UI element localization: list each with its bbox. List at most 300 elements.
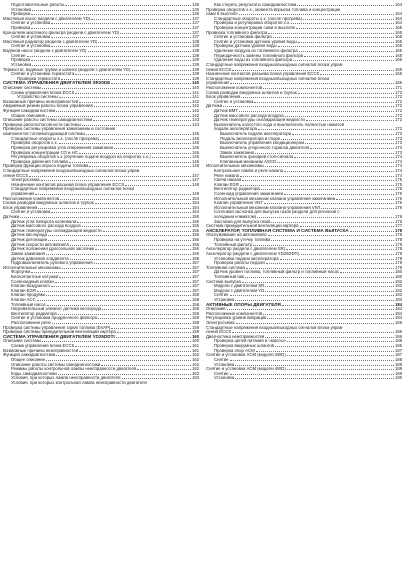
toc-page-number: 165 [395, 67, 402, 72]
toc-page-number: 179 [395, 265, 402, 270]
toc-entry-title: Датчик массового расхода воздуха [11, 224, 81, 229]
toc-page-number: 139 [192, 62, 199, 67]
toc-page-number: 142 [192, 113, 199, 118]
toc-page-number: 172 [395, 104, 402, 109]
toc-page-number: 159 [192, 325, 199, 330]
toc-dot-leader [32, 10, 191, 11]
toc-page-number: 164 [395, 21, 402, 26]
toc-dot-leader [263, 88, 394, 89]
toc-entry-title: Выключатель упорочного тормоза двигателя [220, 145, 310, 150]
toc-entry-title: Проверка концентрации СО и НС [11, 150, 78, 155]
toc-dot-leader [37, 300, 191, 301]
toc-dot-leader [132, 70, 192, 71]
toc-dot-leader [277, 162, 394, 163]
toc-dot-leader [98, 318, 191, 319]
toc-page-number: 174 [395, 155, 402, 160]
toc-entry-title: Регулировка уровня вибрации [206, 316, 267, 321]
toc-dot-leader [35, 194, 191, 195]
toc-page-number: 172 [395, 127, 402, 132]
toc-page-number: 155 [192, 228, 199, 233]
toc-dot-leader [51, 286, 191, 287]
toc-dot-leader [230, 83, 394, 84]
toc-page-number: 190 [395, 376, 402, 381]
toc-dot-leader [264, 203, 394, 204]
toc-entry-title: Снятие и установка продувочного фильтра [11, 316, 97, 321]
toc-dot-leader [152, 157, 192, 158]
toc-page-number: 139 [192, 67, 199, 72]
toc-entry-title: Расположение компонентов [206, 85, 263, 90]
toc-dot-leader [38, 208, 191, 209]
toc-page-number: 154 [192, 201, 199, 206]
toc-dot-leader [86, 134, 191, 135]
toc-dot-leader [239, 14, 394, 15]
toc-page-number: 157 [192, 265, 199, 270]
toc-dot-leader [265, 286, 394, 287]
toc-entry-title: Бесконтактные катушки [11, 274, 59, 279]
toc-dot-leader [294, 157, 394, 158]
toc-page-number: 158 [192, 307, 199, 312]
toc-page-number: 174 [395, 164, 402, 169]
toc-entry-title: Исполнительный механизм клапана управления зажиганием [214, 196, 336, 201]
toc-dot-leader [70, 259, 192, 260]
toc-entry-title: Исполнительный механизм клапана управления VNT [214, 205, 321, 210]
toc-page-number: 165 [395, 26, 402, 31]
toc-page-number: 173 [395, 132, 402, 137]
toc-dot-leader [280, 259, 395, 260]
toc-entry-title: АКСЕЛЕРАТОР, ТОПЛИВНАЯ СИСТЕМА И СИСТЕМА ВЫПУСКА [206, 228, 349, 233]
toc-page-number: 186 [395, 339, 402, 344]
toc-dot-leader [240, 185, 394, 186]
toc-page-number: 172 [395, 118, 402, 123]
toc-page-number: 156 [192, 247, 199, 252]
toc-entry-title: Снятие и установка [11, 210, 51, 215]
toc-entry-title: Выключатель холостого хода и выключатель полностью нажатой [214, 122, 344, 127]
toc-dot-leader [268, 33, 394, 34]
toc-page-number: 171 [395, 85, 402, 90]
toc-entry-title: Датчик температуры охлаждающей жидкости [11, 228, 102, 233]
toc-entry-title: Снятие и установка фильтра [214, 35, 272, 40]
toc-dot-leader [47, 305, 191, 306]
toc-page-number: 161 [192, 344, 199, 349]
toc-entry-title: Подготовительные работы [11, 3, 65, 7]
toc-entry-title: Датчик кислорода [11, 233, 47, 238]
toc-entry-title: Проверка системы управления зажиганием и состояния [3, 127, 116, 132]
toc-page-number: 138 [192, 44, 199, 49]
toc-dot-leader [120, 33, 191, 34]
toc-entry-title: Заслонка для выпуска газов [214, 219, 271, 224]
toc-dot-leader [75, 346, 191, 347]
toc-page-number: 182 [395, 279, 402, 284]
toc-entry-title: педали акселератора [214, 127, 258, 132]
toc-page-number: 166 [395, 81, 402, 86]
toc-entry-title: Снятие и установка термостата [11, 72, 75, 77]
toc-entry-title: Установка [11, 62, 32, 67]
toc-page-number: 159 [192, 330, 199, 335]
toc-entry-title: управления [11, 191, 35, 196]
toc-entry-title: Датчики [206, 104, 223, 109]
toc-dot-leader [285, 116, 395, 117]
toc-dot-leader [29, 176, 191, 177]
toc-dot-leader [88, 51, 192, 52]
toc-entry [3, 381, 199, 386]
toc-dot-leader [299, 51, 395, 52]
toc-entry-title: Проверка давления топлива [11, 159, 68, 164]
toc-entry-title: ления ECCS [3, 173, 29, 178]
toc-dot-leader [301, 254, 395, 255]
toc-dot-leader [265, 166, 395, 167]
toc-page-number: 136 [192, 7, 199, 12]
toc-entry-title: Как стереть результаты самодиагностики [214, 3, 297, 7]
toc-page-number: 138 [192, 49, 199, 54]
toc-entry-title: Описание работы системы самодиагностики [3, 118, 93, 123]
toc-page-number: 186 [395, 344, 402, 349]
toc-entry-title: Устройство системы [17, 95, 58, 100]
toc-page-number: 186 [395, 334, 402, 339]
toc-entry-title: Коды самодиагностики [11, 371, 57, 376]
toc-dot-leader [37, 291, 191, 292]
toc-page-number: 162 [192, 353, 199, 358]
toc-entry-title: Проверка датчика уровня воды [214, 44, 277, 49]
toc-page-number: 182 [395, 284, 402, 289]
toc-entry-title: Проверка системы управления тарой топлива (EVAP) [3, 325, 111, 330]
toc-dot-leader [227, 309, 394, 310]
toc-dot-leader [321, 208, 394, 209]
toc-dot-leader [298, 93, 394, 94]
toc-dot-leader [89, 166, 191, 167]
toc-page-number: 142 [192, 99, 199, 104]
toc-entry-title: Назначение контактов разъема блока управления ECCS [11, 182, 125, 187]
toc-page-number: 178 [395, 247, 402, 252]
toc-page-number: 180 [395, 274, 402, 279]
toc-page-number: 164 [395, 12, 402, 17]
toc-page-number: 165 [395, 35, 402, 40]
toc-entry-title: Стандартные обороты х.х. (после прогрева) [214, 16, 302, 21]
toc-dot-leader [236, 323, 395, 324]
toc-entry-title: Клапан управления VNT [214, 201, 263, 206]
toc-entry-title: Топливный фильтр [214, 242, 252, 247]
toc-entry-title: Проверка опор ACM [214, 348, 255, 353]
toc-entry-title: Клапан воздушного [11, 284, 50, 289]
toc-entry-title: Соленоид управления зажиганием [214, 191, 284, 196]
toc-dot-leader [48, 240, 191, 241]
toc-dot-leader [27, 56, 192, 57]
toc-dot-leader [298, 42, 394, 43]
toc-page-number: 145 [192, 136, 199, 141]
toc-dot-leader [242, 282, 394, 283]
toc-entry-title: Проверка [11, 58, 31, 63]
toc-page-number: 149 [192, 191, 199, 196]
toc-dot-leader [282, 305, 394, 306]
toc-page-number: 184 [395, 307, 402, 312]
toc-dot-leader [69, 162, 191, 163]
toc-dot-leader [232, 332, 394, 333]
toc-dot-leader [122, 378, 192, 379]
toc-page-number: 182 [395, 288, 402, 293]
toc-entry-title: Проверка [11, 26, 31, 31]
toc-entry-title: Датчик давления хладагента [11, 256, 69, 261]
toc-page-number: 145 [192, 145, 199, 150]
toc-entry-title: Удаление воздуха из топливного фильтра [214, 49, 298, 54]
toc-page-number: 158 [192, 316, 199, 321]
toc-dot-leader [286, 249, 394, 250]
toc-dot-leader [103, 231, 191, 232]
toc-page-number: 140 [192, 81, 199, 86]
toc-dot-leader [273, 37, 395, 38]
toc-page-number: 179 [395, 261, 402, 266]
toc-dot-leader [20, 217, 191, 218]
toc-dot-leader [242, 180, 394, 181]
toc-page-number: 184 [395, 311, 402, 316]
toc-entry-title: Акселератор (модели с двигателем YD25DDTi) [206, 251, 300, 256]
toc-dot-leader [77, 222, 191, 223]
toc-page-number: 163 [192, 376, 199, 381]
toc-entry-title: Стандартные обороты х.х. (после прогрева) [11, 136, 99, 141]
toc-dot-leader [287, 355, 394, 356]
toc-dot-leader [287, 369, 394, 370]
toc-entry-title: Топливный насос [11, 302, 46, 307]
toc-entry-title: Акселератор (модели с двигателем SR) [206, 247, 286, 252]
toc-dot-leader [46, 116, 191, 117]
toc-page-number: 138 [192, 39, 199, 44]
toc-page-number: 158 [192, 311, 199, 316]
toc-page-number: 187 [395, 348, 402, 353]
toc-page-number: 162 [192, 362, 199, 367]
toc-dot-leader [258, 129, 394, 130]
toc-page-number: 185 [395, 321, 402, 326]
toc-column-left [3, 3, 199, 386]
toc-dot-leader [306, 120, 394, 121]
toc-page-number: 148 [192, 182, 199, 187]
toc-entry-title: управления [206, 81, 230, 86]
toc-entry-title: Клапан EGR [11, 288, 36, 293]
toc-dot-leader [296, 28, 394, 29]
toc-dot-leader [117, 332, 191, 333]
toc-entry-title: Снятие и установка ACM (модели 2WD) [206, 353, 286, 358]
toc-entry-title: Стандартные напряжения входных/выходных сигналов блока управ- [3, 168, 141, 173]
toc-entry-title: Возможные причины неисправностей [3, 348, 79, 353]
toc-page-number: 137 [192, 30, 199, 35]
toc-entry-title: Исполнительные механизмы [206, 164, 264, 169]
toc-dot-leader [79, 153, 191, 154]
toc-dot-leader [59, 143, 191, 144]
toc-entry-title: Водяной насос (модели с двигателем YD) [3, 49, 87, 54]
toc-entry-title: Схема разводки вакуумных шлангов и трубок [3, 201, 94, 206]
toc-dot-leader [261, 189, 394, 190]
toc-entry-title: Снятие и установка [11, 35, 51, 40]
toc-entry-title: Электросхема [11, 178, 40, 183]
toc-entry-title: Замок зажигания [220, 150, 254, 155]
toc-page-number: 142 [192, 109, 199, 114]
toc-entry-title: Проверка цепей питания и «массы» [214, 339, 286, 344]
toc-entry-title: холодным климатом) [214, 215, 257, 220]
toc-page-number: 155 [192, 233, 199, 238]
toc-entry-title: СИСТЕМА УПРАВЛЕНИЯ ДВИГАТЕЛЕМ SR20DE [3, 81, 111, 86]
toc-entry-title: Проверка работоспособности системы [3, 122, 81, 127]
toc-entry-title: Условия, при которых контрольная лампа неисправности двигателя [11, 380, 147, 385]
toc-entry-title: АКТИВНЫЕ ОПОРЫ ДВИГАТЕЛЯ [206, 302, 281, 307]
toc-dot-leader [350, 231, 395, 232]
toc-page-number: 183 [395, 298, 402, 302]
toc-dot-leader [91, 19, 191, 20]
toc-entry-title: сажи в выхлопе [206, 12, 238, 17]
toc-dot-leader [230, 295, 395, 296]
toc-dot-leader [31, 60, 191, 61]
toc-page-number: 165 [395, 44, 402, 49]
toc-entry-title: Датчик скорости автомобиля [11, 242, 69, 247]
toc-dot-leader [239, 111, 394, 112]
toc-page-number: 173 [395, 136, 402, 141]
toc-dot-leader [51, 37, 191, 38]
toc-entry-title: Описание работы системы самодиагностики [11, 362, 101, 367]
toc-entry-title: Датчик уровня топлива, топливный фильтр и топливный насос [214, 270, 340, 275]
toc-page-number: 142 [192, 104, 199, 109]
toc-entry-title: Установка [214, 298, 235, 302]
toc-dot-leader [232, 70, 394, 71]
toc-page-number: 158 [192, 302, 199, 307]
toc-dot-leader [257, 217, 394, 218]
toc-dot-leader [48, 235, 191, 236]
toc-entry-title: Проверка функции опроса подачи топлива [3, 164, 89, 169]
toc-page-number: 178 [395, 251, 402, 256]
toc-dot-leader [300, 226, 395, 227]
toc-entry-title: Исполнительные механизмы [3, 265, 61, 270]
toc-entry-title: Датчик детонации [11, 238, 47, 243]
toc-entry-title: компонентов топливоподающей системы [3, 132, 86, 137]
toc-page-number: 139 [192, 76, 199, 81]
toc-dot-leader [32, 65, 191, 66]
toc-dot-leader [255, 153, 394, 154]
toc-page-number: 176 [395, 196, 402, 201]
toc-entry-title: Общее описание [11, 113, 46, 118]
toc-entry-title: Педаль акселератора и сборе [220, 136, 281, 141]
toc-page-number: 136 [192, 12, 199, 17]
toc-entry-title: Снятие и установка [11, 44, 51, 49]
toc-page-number: 157 [192, 284, 199, 289]
toc-page-number: 139 [192, 58, 199, 63]
toc-dot-leader [281, 139, 394, 140]
toc-entry-title: Блок управления [3, 205, 38, 210]
toc-entry-title: Проверка и регулировка оборотов х.х. [214, 21, 291, 26]
toc-page-number: 175 [395, 191, 402, 196]
toc-entry-title: Функция самодиагностики [3, 353, 56, 358]
toc-entry-title: Выключатель фонарей стоп-сигнала [220, 155, 294, 160]
toc-entry-title: Стандартные напряжения входных/выходных сигналов блока управ- [206, 325, 344, 330]
toc-page-number: 143 [192, 118, 199, 123]
toc-entry-title: Проверка на утечку топлива [214, 238, 271, 243]
toc-entry-title: Датчик положения дроссельной заслонки [11, 247, 95, 252]
toc-page-number: 172 [395, 90, 402, 95]
toc-page-number: 165 [395, 58, 402, 63]
toc-dot-leader [82, 125, 191, 126]
toc-page-number: 147 [192, 173, 199, 178]
toc-dot-leader [70, 245, 191, 246]
toc-entry-title: Снятие [214, 293, 229, 298]
toc-page-number: 157 [192, 279, 199, 284]
toc-page-number: 176 [395, 201, 402, 206]
toc-page-number: 155 [192, 238, 199, 243]
toc-entry-title: Проверка [11, 12, 31, 17]
toc-page-number: 140 [192, 85, 199, 90]
toc-dot-leader [268, 235, 394, 236]
toc-entry-title: Кронштейн масляного фильтра (модели с двигателем YD) [3, 30, 120, 35]
toc-entry-title: Топливная система [206, 265, 245, 270]
toc-page-number: 155 [192, 219, 199, 224]
toc-entry-title: Установка [11, 7, 32, 12]
toc-entry-title: Расположение компонентов [206, 311, 263, 316]
toc-page-number: 157 [192, 288, 199, 293]
toc-page-number: 166 [395, 72, 402, 77]
toc-dot-leader [245, 277, 394, 278]
toc-entry-title: Модели с двигателем YD [214, 288, 265, 293]
toc-dot-leader [275, 346, 394, 347]
toc-page-number: 188 [395, 357, 402, 362]
toc-dot-leader [51, 23, 191, 24]
toc-page-number: 178 [395, 256, 402, 261]
toc-entry-title: Выключатель управления кондиционером [220, 141, 305, 146]
toc-page-number: 160 [192, 339, 199, 344]
toc-page-number: 176 [395, 215, 402, 220]
toc-entry-title: Выключатель педали акселератора [220, 132, 292, 137]
toc-dot-leader [114, 148, 191, 149]
toc-dot-leader [41, 180, 192, 181]
toc-dot-leader [100, 139, 191, 140]
toc-entry-title: Снятие и установка [11, 21, 51, 26]
toc-entry-title: Снятие и установка ACM (модели 4WD) [206, 367, 286, 372]
toc-page-number: 172 [395, 99, 402, 104]
toc-page-number: 153 [192, 196, 199, 201]
toc-dot-leader [284, 171, 394, 172]
toc-dot-leader [95, 249, 191, 250]
toc-page-number: 172 [395, 95, 402, 100]
toc-dot-leader [51, 46, 191, 47]
toc-entry-title: Система выпуска [206, 279, 241, 284]
toc-page-number: 176 [395, 205, 402, 210]
toc-page-number: 136 [192, 3, 199, 7]
toc-entry-title: Общее описание [11, 357, 46, 362]
toc-entry-title: Проверка концентрации сажи в выхлопе [214, 26, 296, 31]
toc-page-number: 176 [395, 219, 402, 224]
toc-entry-title: Проверка регулировка угла опережения зажигания [11, 145, 114, 150]
toc-page-number: 141 [192, 95, 199, 100]
toc-page-number: 156 [192, 242, 199, 247]
toc-entry-title: Соленоидный клапан [11, 279, 54, 284]
toc-dot-leader [95, 203, 191, 204]
toc-dot-leader [320, 74, 394, 75]
toc-entry-title: Проверка вакуумных шлангов [214, 344, 274, 349]
toc-entry-title: Установка педали акселератора [214, 256, 279, 261]
toc-entry-title: Стандартные напряжения входных/выходных сигналов блока [11, 187, 135, 192]
toc-page-number: 186 [395, 330, 402, 335]
toc-dot-leader [297, 5, 394, 6]
toc-entry-title: Аварийный режим работы блока управления [3, 104, 93, 109]
toc-entry-title: Свечи накала [214, 178, 242, 183]
toc-dot-leader [59, 97, 191, 98]
toc-page-number: 165 [395, 39, 402, 44]
toc-page-number: 178 [395, 238, 402, 243]
toc-entry-title: Вентилятор радиатора [214, 187, 260, 192]
toc-entry-title: Клапан EGR [214, 182, 239, 187]
toc-page-number: 189 [395, 367, 402, 372]
toc-entry-title: Проверка термостата [17, 76, 61, 81]
toc-entry-title: Проверка оборотов х.х., момента впрыска топлива и концентрации [206, 7, 341, 12]
toc-page-number: 165 [395, 30, 402, 35]
toc-page-number: 158 [192, 321, 199, 326]
toc-dot-leader [102, 309, 191, 310]
toc-page-number: 184 [395, 302, 402, 307]
toc-entry-title: Снятие [214, 371, 229, 376]
toc-dot-leader [62, 268, 192, 269]
toc-entry-title: Клапан продувки [11, 293, 45, 298]
